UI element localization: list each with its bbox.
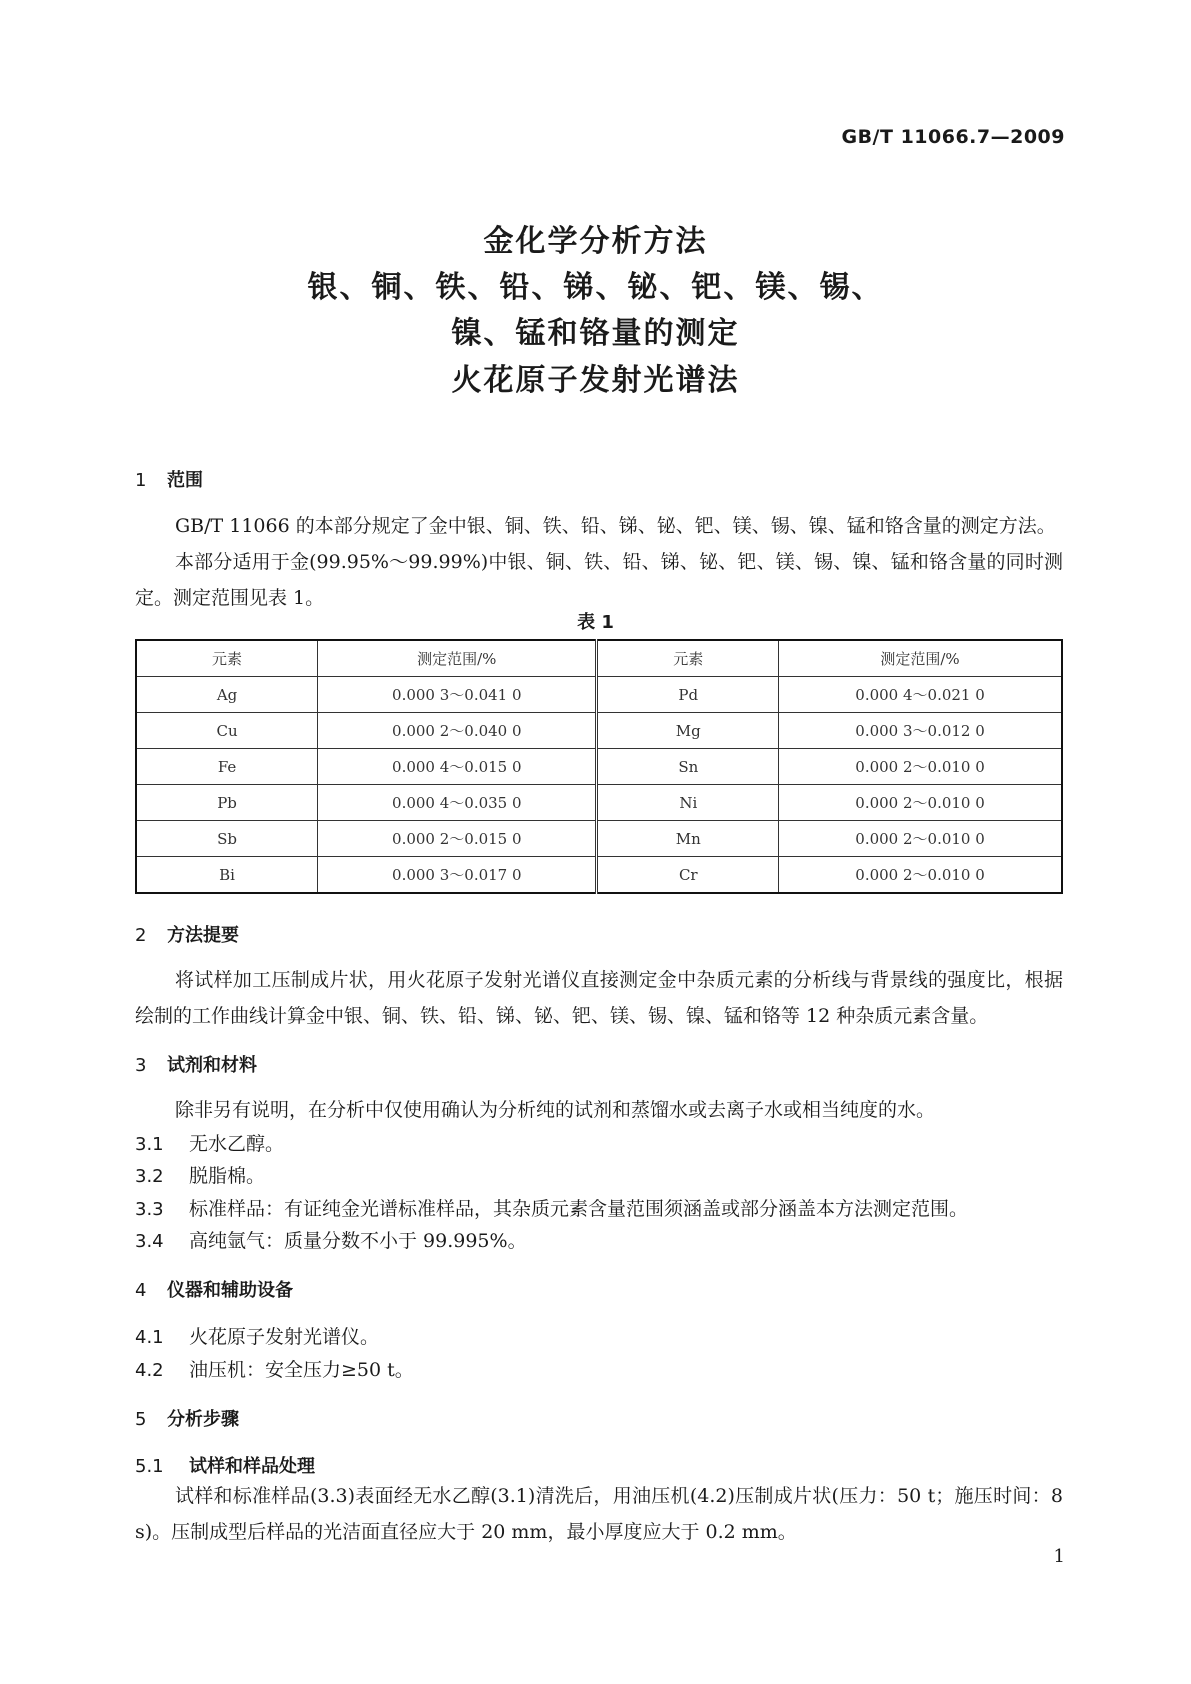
table-row bbox=[136, 677, 1062, 713]
section-3-heading bbox=[135, 1051, 257, 1077]
table-cell: Fe bbox=[136, 749, 318, 785]
table-row bbox=[136, 713, 1062, 749]
section-number: 2 bbox=[135, 925, 147, 946]
column-header: 元素 bbox=[136, 640, 318, 677]
clause-title: 试样和样品处理 bbox=[189, 1456, 315, 1477]
table-cell: 0.000 4～0.035 0 bbox=[318, 785, 597, 821]
section-number: 4 bbox=[135, 1280, 147, 1301]
section-2-paragraph: 将试样加工压制成片状，用火花原子发射光谱仪直接测定金中杂质元素的分析线与背景线的强度比，根据绘制的工作曲线计算金中银、铜、铁、铅、锑、铋、钯、镁、锡、镍、锰和铬等 12 种杂质元素含量。 bbox=[135, 969, 1063, 1027]
section-title: 范围 bbox=[167, 470, 203, 491]
column-header: 测定范围/% bbox=[779, 640, 1062, 677]
table-cell: 0.000 2～0.040 0 bbox=[318, 713, 597, 749]
table-cell: Cr bbox=[597, 857, 779, 894]
section-4-heading bbox=[135, 1276, 293, 1302]
clause-number: 3.4 bbox=[135, 1231, 164, 1252]
clause-number: 5.1 bbox=[135, 1456, 164, 1477]
clause-number: 4.2 bbox=[135, 1360, 164, 1381]
clause-3-1 bbox=[135, 1129, 284, 1156]
column-header: 元素 bbox=[597, 640, 779, 677]
clause-3-4 bbox=[135, 1226, 527, 1253]
clause-5-1-paragraph: 试样和标准样品(3.3)表面经无水乙醇(3.1)清洗后，用油压机(4.2)压制成片状(压力：50 t；施压时间：8 s)。压制成型后样品的光洁面直径应大于 20 mm，最小厚度应大于 0.2 mm。 bbox=[135, 1485, 1063, 1543]
table-cell: 0.000 2～0.010 0 bbox=[779, 857, 1062, 894]
clause-4-1 bbox=[135, 1322, 379, 1349]
table-cell: Sb bbox=[136, 821, 318, 857]
table-cell: Bi bbox=[136, 857, 318, 894]
section-1-paragraph-2: 本部分适用于金(99.95%～99.99%)中银、铜、铁、铅、锑、铋、钯、镁、锡、镍、锰和铬含量的同时测定。测定范围见表 1。 bbox=[135, 551, 1063, 609]
clause-3-3 bbox=[135, 1194, 968, 1221]
clause-4-2 bbox=[135, 1355, 414, 1382]
clause-5-1-heading bbox=[135, 1452, 315, 1478]
section-number: 1 bbox=[135, 470, 147, 491]
table-cell: 0.000 3～0.041 0 bbox=[318, 677, 597, 713]
table-cell: 0.000 2～0.015 0 bbox=[318, 821, 597, 857]
table-cell: Sn bbox=[597, 749, 779, 785]
table-cell: 0.000 4～0.021 0 bbox=[779, 677, 1062, 713]
standard-code: GB/T 11066.7—2009 bbox=[841, 126, 1065, 148]
clause-text: 火花原子发射光谱仪。 bbox=[189, 1326, 380, 1348]
table-cell: 0.000 3～0.017 0 bbox=[318, 857, 597, 894]
clause-text: 高纯氩气：质量分数不小于 99.995%。 bbox=[189, 1230, 527, 1252]
table-cell: Mg bbox=[597, 713, 779, 749]
table-header-row bbox=[136, 640, 1062, 677]
title-line-2: 银、铜、铁、铅、锑、铋、钯、镁、锡、 bbox=[307, 270, 884, 305]
clause-text: 脱脂棉。 bbox=[189, 1165, 266, 1187]
table-cell: Mn bbox=[597, 821, 779, 857]
clause-number: 3.2 bbox=[135, 1166, 164, 1187]
title-line-3: 镍、锰和铬量的测定 bbox=[451, 316, 740, 351]
section-1-paragraph-1: GB/T 11066 的本部分规定了金中银、铜、铁、铅、锑、铋、钯、镁、锡、镍、锰和铬含量的测定方法。 bbox=[175, 515, 1056, 537]
table-cell: 0.000 4～0.015 0 bbox=[318, 749, 597, 785]
table-cell: Pd bbox=[597, 677, 779, 713]
clause-3-2 bbox=[135, 1161, 265, 1188]
section-title: 方法提要 bbox=[167, 925, 239, 946]
section-number: 5 bbox=[135, 1409, 147, 1430]
section-title: 仪器和辅助设备 bbox=[167, 1280, 293, 1301]
table-1-caption: 表 1 bbox=[577, 612, 614, 633]
table-cell: Pb bbox=[136, 785, 318, 821]
section-5-heading bbox=[135, 1405, 239, 1431]
clause-number: 3.3 bbox=[135, 1199, 164, 1220]
section-title: 试剂和材料 bbox=[167, 1055, 257, 1076]
section-1-heading bbox=[135, 466, 203, 492]
table-cell: 0.000 3～0.012 0 bbox=[779, 713, 1062, 749]
table-row bbox=[136, 785, 1062, 821]
table-cell: Ni bbox=[597, 785, 779, 821]
table-row bbox=[136, 749, 1062, 785]
clause-text: 标准样品：有证纯金光谱标准样品，其杂质元素含量范围须涵盖或部分涵盖本方法测定范围。 bbox=[189, 1198, 969, 1220]
table-row bbox=[136, 857, 1062, 894]
table-cell: 0.000 2～0.010 0 bbox=[779, 785, 1062, 821]
section-2-heading bbox=[135, 921, 239, 947]
title-line-1: 金化学分析方法 bbox=[483, 224, 708, 259]
table-cell: Cu bbox=[136, 713, 318, 749]
page-number: 1 bbox=[1053, 1546, 1065, 1567]
column-header: 测定范围/% bbox=[318, 640, 597, 677]
clause-text: 油压机：安全压力≥50 t。 bbox=[189, 1359, 414, 1381]
table-1 bbox=[135, 639, 1063, 894]
table-cell: Ag bbox=[136, 677, 318, 713]
title-line-4: 火花原子发射光谱法 bbox=[451, 363, 740, 398]
clause-text: 无水乙醇。 bbox=[189, 1133, 285, 1155]
table-cell: 0.000 2～0.010 0 bbox=[779, 749, 1062, 785]
table-cell: 0.000 2～0.010 0 bbox=[779, 821, 1062, 857]
section-number: 3 bbox=[135, 1055, 147, 1076]
section-3-paragraph: 除非另有说明，在分析中仅使用确认为分析纯的试剂和蒸馏水或去离子水或相当纯度的水。 bbox=[175, 1099, 936, 1121]
clause-number: 4.1 bbox=[135, 1327, 164, 1348]
table-row bbox=[136, 821, 1062, 857]
clause-number: 3.1 bbox=[135, 1134, 164, 1155]
section-title: 分析步骤 bbox=[167, 1409, 239, 1430]
